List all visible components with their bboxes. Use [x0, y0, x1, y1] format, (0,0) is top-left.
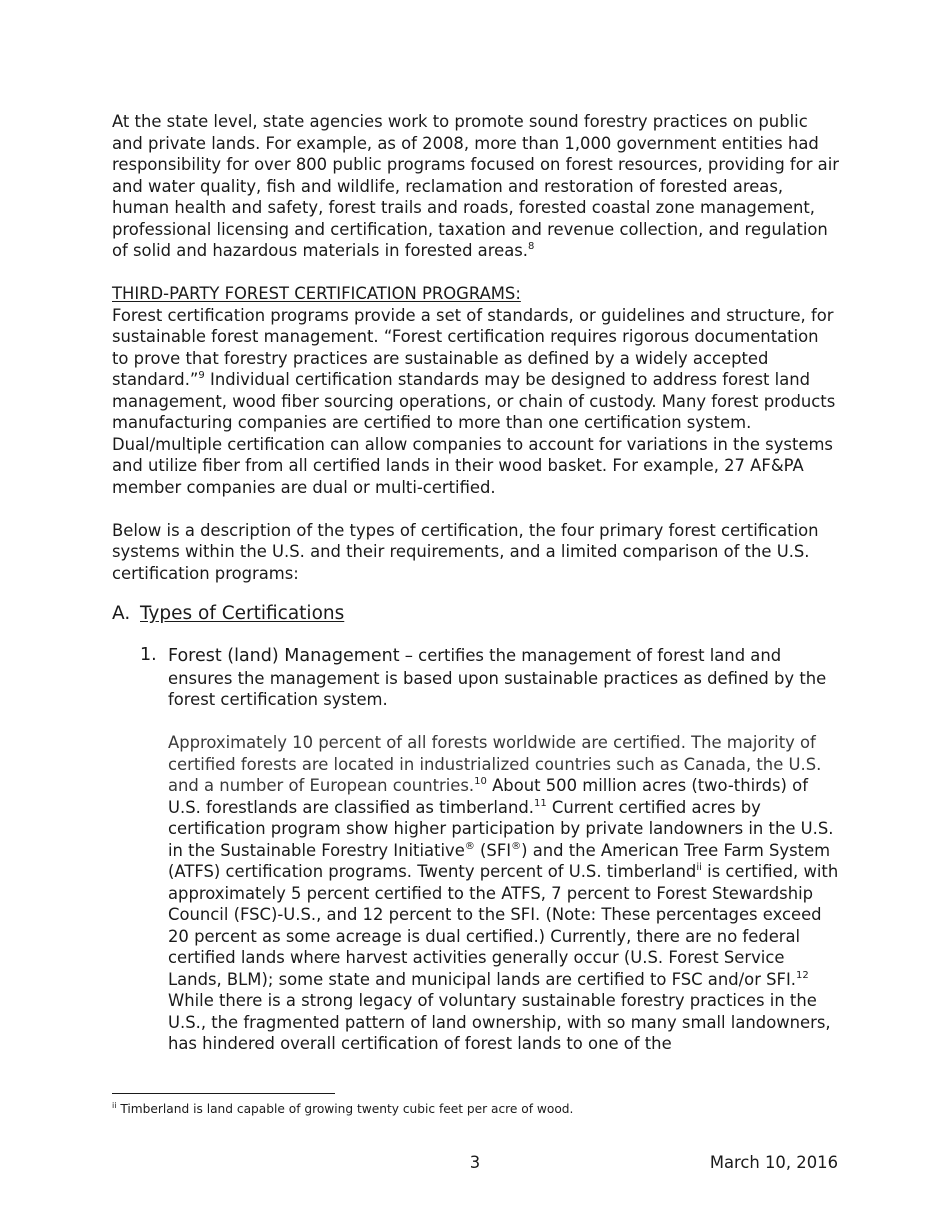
footnote-marker: ii	[112, 1101, 117, 1110]
certification-paragraph: Forest certification programs provide a set of standards, or guidelines and structure, for sustainable forest management. “Forest certification requires rigorous documentation to prove that forestry practices are sustainable as defined by a widely accepted standard.”$^9$ Individual certification standards may be designed to address forest land management, wood fiber sourcing operations, or chain of custody. Many forest products manufacturing companies are certified to more than one certification system. Dual/multiple certification can allow companies to account for variations in the systems and utilize fiber from all certified lands in their wood basket. For example, 27 AF&PA member companies are dual or multi-certified.	[112, 305, 836, 497]
footnote-ref[interactable]: 10	[474, 776, 487, 787]
list-item	[112, 645, 840, 711]
page-date: March 10, 2016	[709, 1153, 838, 1172]
certification-detail-paragraph: Approximately 10 percent of all forests worldwide are certified. The majority of certified forests are located in industrialized countries such as Canada, the U.S. and a number of European countries.$^{10}$ About 500 million acres (two-thirds) of U.S. forestlands are classified as timberland.$^{11}$ Current certified acres by certification program show higher participation by private landowners in the U.S. in the Sustainable Forestry Initiative® (SFI®) and the American Tree Farm System (ATFS) certification programs. Twenty percent of U.S. timberland$^{ii}$ is certified, with approximately 5 percent certified to the ATFS, 7 percent to Forest Stewardship Council (FSC)-U.S., and 12 percent to the SFI. (Note: These percentages exceed 20 percent as some acreage is dual certified.) Currently, there are no federal certified lands where harvest activities generally occur (U.S. Forest Service Lands, BLM); some state and municipal lands are certified to FSC and/or SFI.$^{12}$ While there is a strong legacy of voluntary sustainable forestry practices in the U.S., the fragmented pattern of land ownership, with so many small landowners, has hindered overall certification of forest lands to one of the	[168, 733, 839, 1053]
section-heading: THIRD-PARTY FOREST CERTIFICATION PROGRAMS:	[112, 284, 521, 303]
document-body	[112, 111, 840, 1055]
footnote-text: Timberland is land capable of growing twenty cubic feet per acre of wood.	[116, 1102, 574, 1116]
section-title: Types of Certifications	[140, 603, 345, 624]
list-number: 1.	[140, 645, 157, 665]
registered-mark: ®	[464, 840, 475, 852]
footnote-ref[interactable]: ii	[696, 862, 702, 873]
footnote-ref[interactable]: 11	[533, 797, 547, 809]
registered-mark: ®	[511, 840, 522, 852]
description-paragraph: Below is a description of the types of certification, the four primary forest certification systems within the U.S. and their requirements, and a limited comparison of the U.S. certification programs:	[112, 520, 819, 583]
footnote-ref[interactable]: 8	[527, 241, 535, 252]
footnote-divider	[112, 1093, 335, 1094]
footnote-ref[interactable]: 9	[198, 370, 205, 381]
footnote	[112, 1101, 573, 1117]
list-item-body: Forest (land) Management – certifies the management of forest land and ensures the management is based upon sustainable practices as defined by the forest certification system.	[168, 646, 827, 709]
list-term: Forest (land) Management	[168, 646, 400, 666]
state-level-paragraph: At the state level, state agencies work to promote sound forestry practices on public and private lands. For example, as of 2008, more than 1,000 government entities had responsibility for over 800 public programs focused on forest resources, providing for air and water quality, fish and wildlife, reclamation and restoration of forested areas, human health and safety, forest trails and roads, forested coastal zone management, professional licensing and certification, taxation and revenue collection, and regulation of solid and hazardous materials in forested areas.$^8$	[112, 112, 840, 260]
section-a-heading	[112, 602, 840, 626]
section-marker: A.	[112, 603, 131, 624]
page-number: 3	[469, 1153, 481, 1172]
footnote-ref[interactable]: 12	[796, 969, 809, 981]
